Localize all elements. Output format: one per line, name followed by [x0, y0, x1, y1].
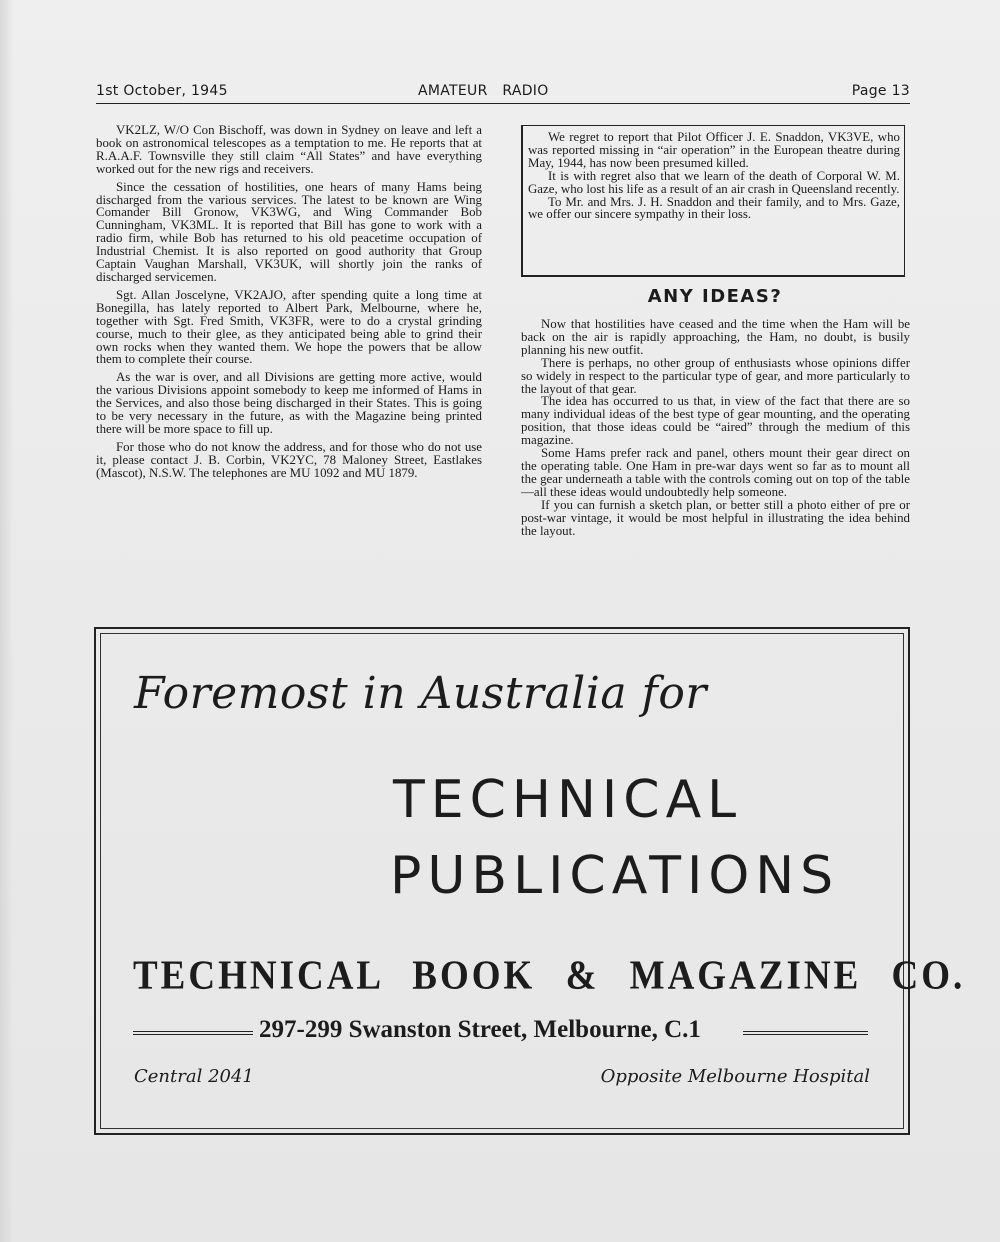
advert-address: 297-299 Swanston Street, Melbourne, C.1	[259, 1016, 701, 1043]
paragraph: There is perhaps, no other group of enthusiasts whose opinions differ so widely in respect to the particular type of gear, and more particularly to the layout of that gear.	[521, 355, 910, 396]
paragraph: We regret to report that Pilot Officer J. E. Snaddon, VK3VE, who was reported missing in “air operation” in the European theatre during May, 1944, has now been presumed killed.	[528, 130, 900, 170]
paragraph: Sgt. Allan Joscelyne, VK2AJO, after spending quite a long time at Bonegilla, has lately reported to Albert Park, Melbourne, where he, together with Sgt. Fred Smith, VK3FR, were to do a crystal grinding course, much to their glee, as they anticipated being able to grind their own rocks when they wanted them. We hope the powers that be allow them to complete their course.	[96, 287, 482, 367]
any-ideas-article	[521, 318, 910, 537]
paragraph: As the war is over, and all Divisions are getting more active, would the various Divisions appoint somebody to keep me informed of Hams in the Services, and also those being discharged in their States. This is going to be very necessary in the future, as with the Magazine being printed there will be more space to fill up.	[96, 370, 482, 436]
paragraph: Since the cessation of hostilities, one hears of many Hams being discharged from the various services. The latest to be known are Wing Comander Bill Gronow, VK3WG, and Wing Commander Bob Cunningham, VK3ML. It is reported that Bill has gone to work with a radio firm, while Bob has returned to his old peacetime occupation of Industrial Chemist. It is also reported on good authority that Group Captain Vaughan Marshall, VK3UK, will shortly join the ranks of discharged servicemen.	[96, 179, 482, 284]
paragraph: The idea has occurred to us that, in view of the fact that there are so many individual ideas of the best type of gear mounting, and the operating position, that those ideas could be “aired” through the medium of this magazine.	[521, 394, 910, 448]
advert-company-name: TECHNICAL BOOK & MAGAZINE CO.	[133, 952, 966, 999]
double-rule-left	[133, 1031, 253, 1035]
page-header	[96, 81, 910, 104]
paragraph: If you can furnish a sketch plan, or better still a photo either of pre or post-war vintage, it would be most helpful in illustrating the idea behind the layout.	[521, 497, 910, 538]
paragraph: It is with regret also that we learn of the death of Corporal W. M. Gaze, who lost his life as a result of an air crash in Queensland recently.	[528, 168, 900, 196]
page-number: Page 13	[851, 83, 910, 99]
advert-phone: Central 2041	[134, 1066, 254, 1087]
advert-headline-publications: PUBLICATIONS	[390, 846, 840, 906]
magazine-title: AMATEUR RADIO	[418, 83, 549, 99]
paragraph: VK2LZ, W/O Con Bischoff, was down in Sydney on leave and left a book on astronomical telescopes as a temptation to me. He reports that at R.A.A.F. Townsville they still claim “All States” and have everything worked out for the new rigs and receivers.	[96, 123, 482, 176]
left-column-article	[96, 124, 482, 485]
paragraph: To Mr. and Mrs. J. H. Snaddon and their family, and to Mrs. Gaze, we offer our sincere sympathy in their loss.	[528, 194, 900, 222]
advert-location-note: Opposite Melbourne Hospital	[600, 1066, 870, 1087]
issue-date: 1st October, 1945	[96, 83, 228, 99]
paragraph: Now that hostilities have ceased and the time when the Ham will be back on the air is rapidly approaching, the Ham, no doubt, is busily planning his new outfit.	[521, 317, 910, 357]
advert-headline-technical: TECHNICAL	[393, 770, 743, 830]
double-rule-right	[743, 1031, 868, 1035]
advert-address-row	[133, 1016, 868, 1050]
notice-text	[528, 131, 900, 221]
any-ideas-heading: ANY IDEAS?	[647, 286, 783, 307]
obituary-notice-box	[521, 125, 905, 277]
advert-tagline: Foremost in Australia for	[134, 668, 707, 719]
paragraph: For those who do not know the address, and for those who do not use it, please contact J. B. Corbin, VK2YC, 78 Maloney Street, Eastlakes (Mascot), N.S.W. The telephones are MU 1092 and MU 1879.	[96, 439, 482, 480]
paragraph: Some Hams prefer rack and panel, others mount their gear direct on the operating table. One Ham in pre-war days went so far as to mount all the gear underneath a table with the controls coming out on top of the table—all these ideas would undoubtedly help someone.	[521, 446, 910, 499]
